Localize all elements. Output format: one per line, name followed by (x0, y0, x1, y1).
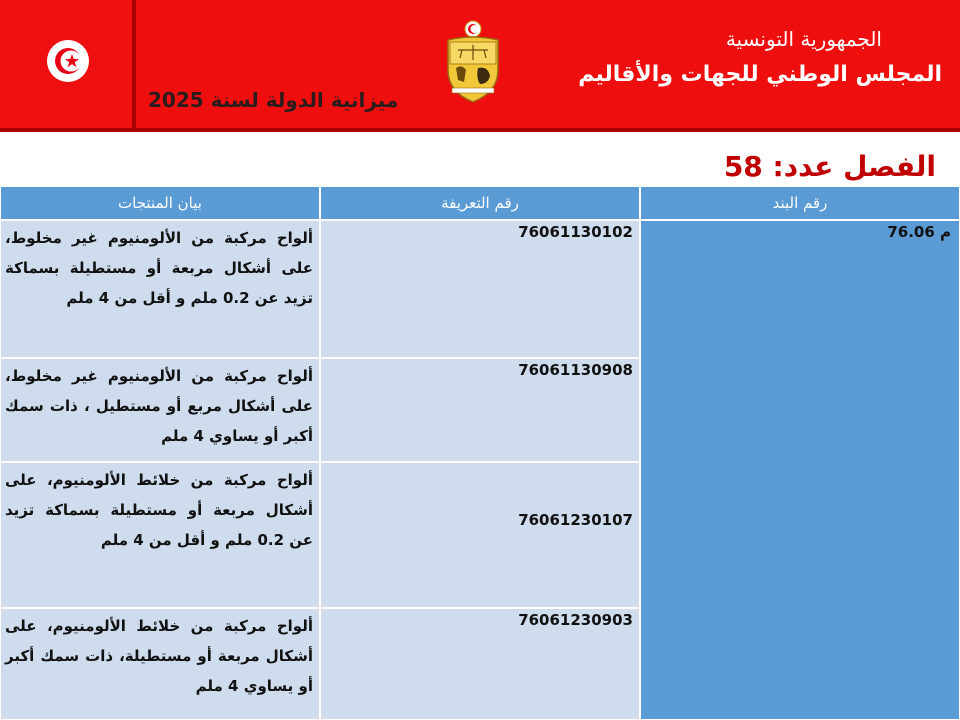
coat-of-arms-icon (438, 20, 508, 104)
header-item: رقم البند (640, 186, 960, 220)
table-row-description: ألواح مركبة من الألومنيوم غير مخلوط، على أشكال مربعة أو مستطيلة بسماكة تزيد عن 0.2 ملم و أقل من 4 ملم (0, 220, 320, 358)
banner-bottom-border (0, 128, 960, 132)
item-number-cell (640, 220, 960, 720)
table-row-tariff: 76061230903 (320, 608, 640, 720)
chapter-label: الفصل عدد: (772, 150, 936, 183)
table-row-description: ألواح مركبة من الألومنيوم غير مخلوط، على أشكال مربع أو مستطيل ، ذات سمك أكبر أو يساوي 4 ملم (0, 358, 320, 462)
table-row-description: ألواح مركبة من خلائط الألومنيوم، على أشكال مربعة أو مستطيلة بسماكة تزيد عن 0.2 ملم و أقل من 4 ملم (0, 462, 320, 608)
tariff-table (0, 186, 960, 720)
republic-title: الجمهورية التونسية (725, 27, 882, 51)
header-description: بيان المنتجات (0, 186, 320, 220)
flag-disc (47, 40, 89, 82)
crescent-star-icon (47, 40, 89, 82)
header-tariff: رقم التعريفة (320, 186, 640, 220)
item-number: م 76.06 (887, 223, 951, 241)
table-row-description: ألواح مركبة من خلائط الألومنيوم، على أشكال مربعة أو مستطيلة، ذات سمك أكبر أو يساوي 4 ملم (0, 608, 320, 720)
budget-title: ميزانية الدولة لسنة 2025 (148, 88, 399, 112)
chapter-number: 58 (723, 150, 763, 183)
table-row-tariff: 76061230107 (320, 462, 640, 608)
chapter-heading (724, 150, 936, 183)
table-row-tariff: 76061130102 (320, 220, 640, 358)
table-row-tariff: 76061130908 (320, 358, 640, 462)
council-title: المجلس الوطني للجهات والأقاليم (578, 62, 942, 87)
tunisia-flag (0, 0, 136, 128)
